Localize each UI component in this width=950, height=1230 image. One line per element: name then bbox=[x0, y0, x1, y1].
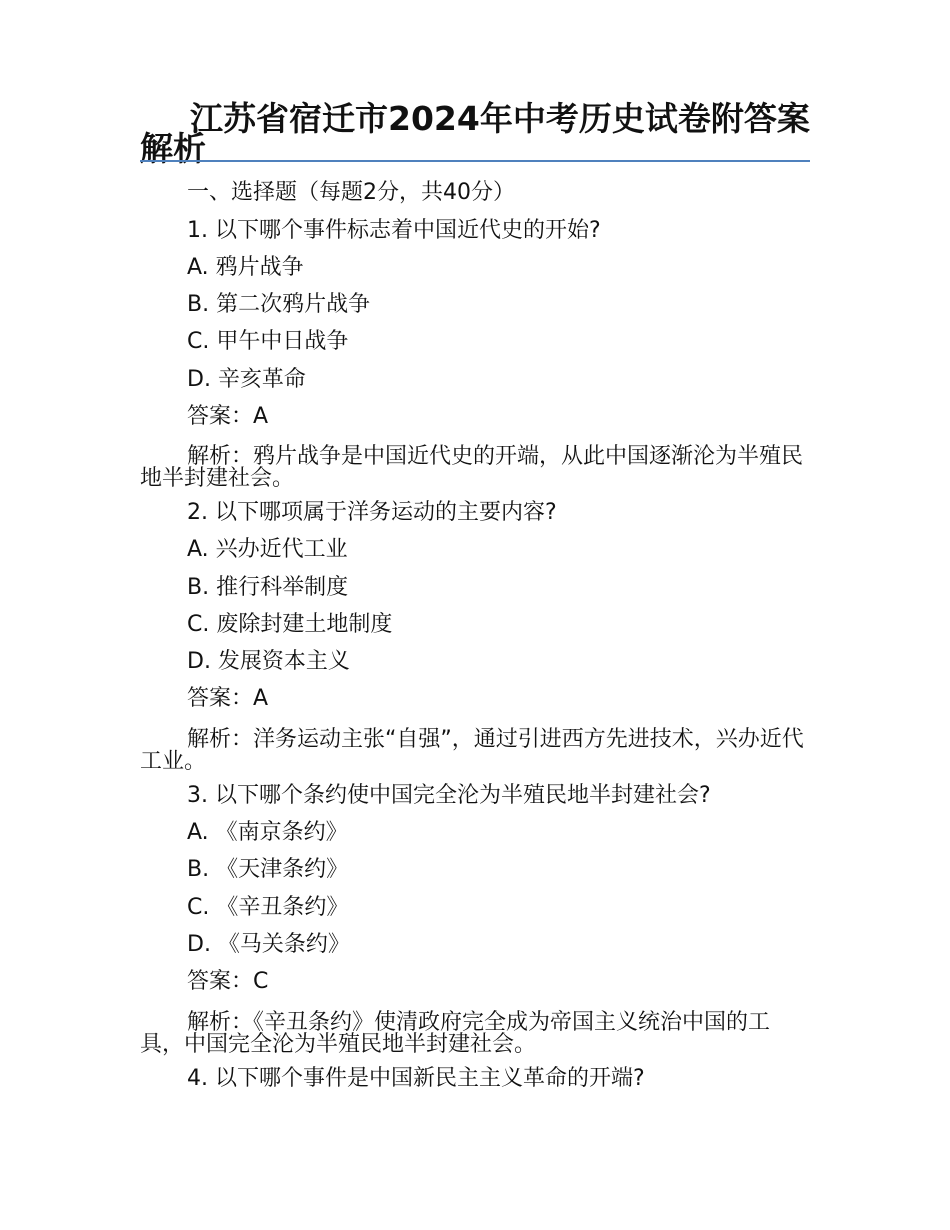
answer: 答案：A bbox=[187, 404, 269, 429]
option-d: D. 发展资本主义 bbox=[187, 649, 350, 674]
option-d: D. 辛亥革命 bbox=[187, 367, 306, 392]
analysis: 解析：洋务运动主张“自强”，通过引进西方先进技术，兴办近代工业。 bbox=[140, 727, 804, 774]
option-c: C. 废除封建土地制度 bbox=[187, 612, 393, 637]
option-a: A. 《南京条约》 bbox=[187, 820, 348, 845]
question-text: 4. 以下哪个事件是中国新民主主义革命的开端? bbox=[187, 1066, 645, 1091]
option-a: A. 鸦片战争 bbox=[187, 255, 304, 280]
option-b: B. 《天津条约》 bbox=[187, 857, 349, 882]
analysis: 解析：《辛丑条约》使清政府完全成为帝国主义统治中国的工具，中国完全沦为半殖民地半封建社会。 bbox=[140, 1010, 771, 1057]
option-b: B. 第二次鸦片战争 bbox=[187, 292, 371, 317]
answer: 答案：A bbox=[187, 686, 269, 711]
analysis: 解析：鸦片战争是中国近代史的开端，从此中国逐渐沦为半殖民地半封建社会。 bbox=[140, 444, 804, 491]
title-underline bbox=[140, 160, 810, 162]
question-text: 3. 以下哪个条约使中国完全沦为半殖民地半封建社会? bbox=[187, 783, 711, 808]
question-text: 1. 以下哪个事件标志着中国近代史的开始? bbox=[187, 218, 601, 243]
question-text: 2. 以下哪项属于洋务运动的主要内容? bbox=[187, 500, 557, 525]
option-b: B. 推行科举制度 bbox=[187, 575, 349, 600]
option-c: C. 甲午中日战争 bbox=[187, 329, 349, 354]
option-d: D. 《马关条约》 bbox=[187, 932, 350, 957]
section-heading: 一、选择题（每题2分，共40分） bbox=[187, 180, 515, 205]
document-title: 江苏省宿迁市2024年中考历史试卷附答案解析 bbox=[140, 99, 810, 168]
option-c: C. 《辛丑条约》 bbox=[187, 895, 349, 920]
answer: 答案：C bbox=[187, 969, 269, 994]
option-a: A. 兴办近代工业 bbox=[187, 537, 348, 562]
